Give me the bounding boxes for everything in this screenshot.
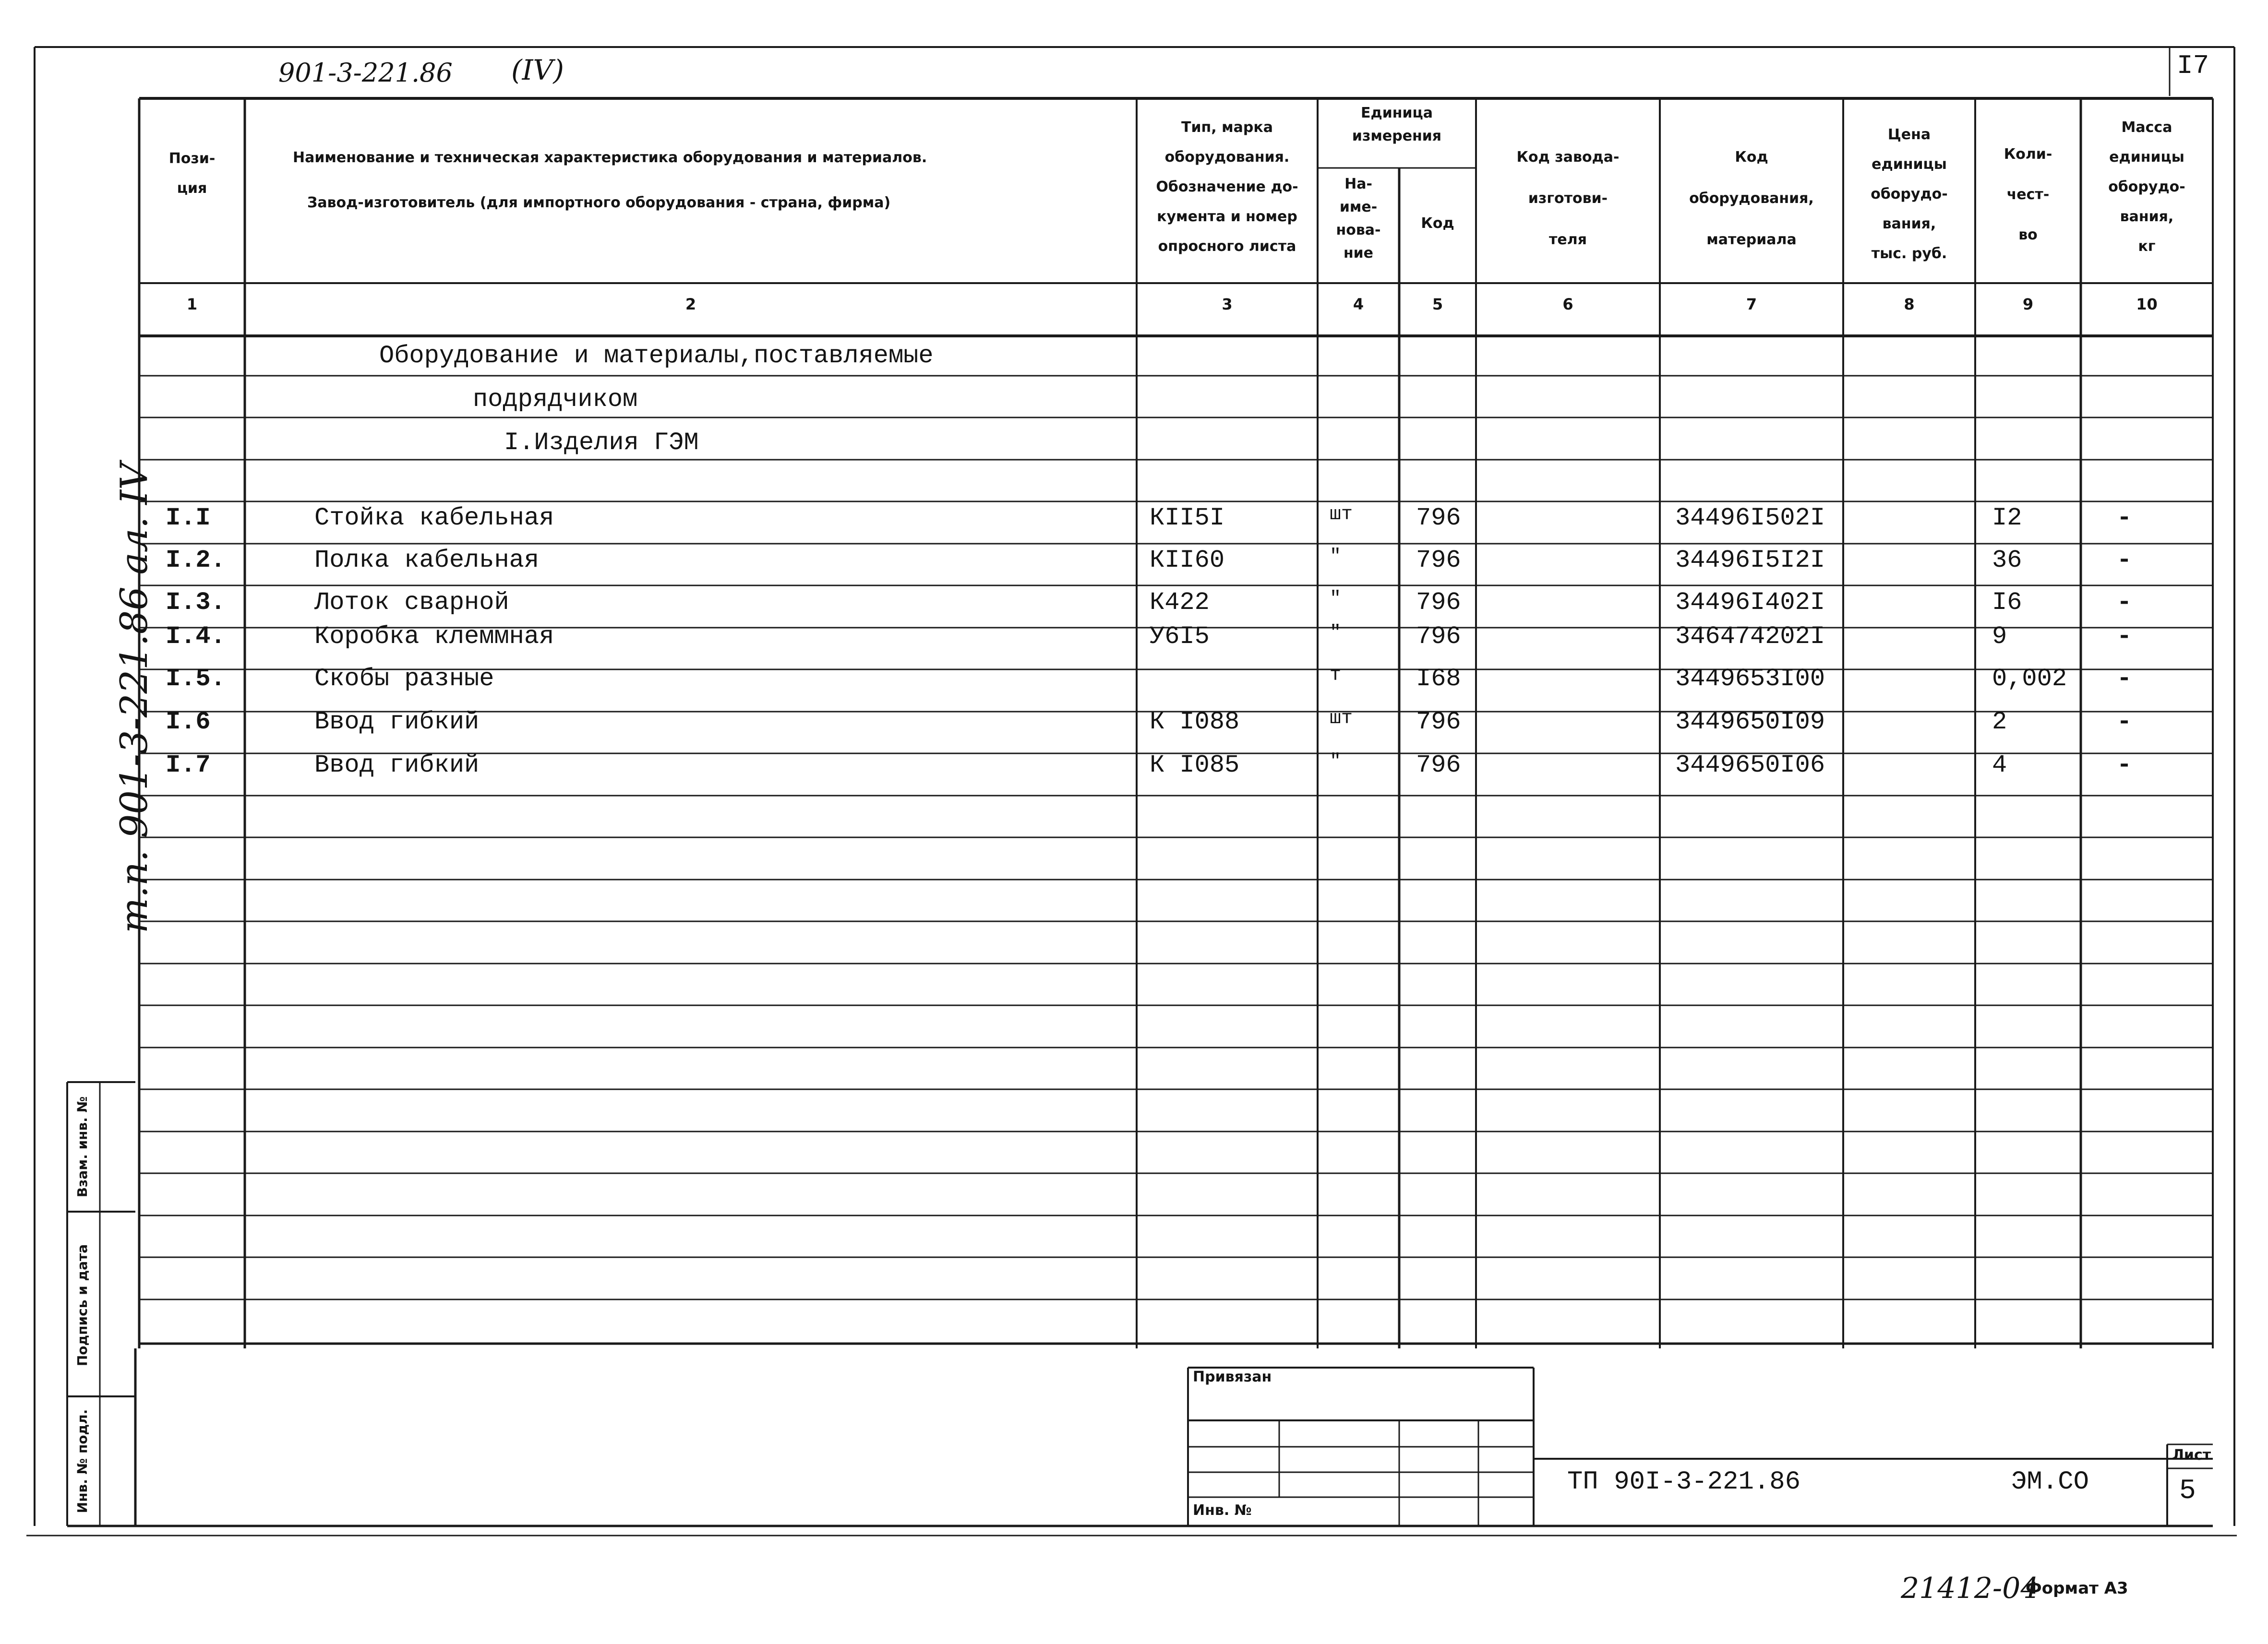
header-quantity: Коли- чест- во [2004,146,2052,243]
stamp-podpis-data: Подпись и дата [74,1244,90,1367]
header-position: Пози- ция [168,150,216,197]
row-equipment-code: 3449653I00 [1675,665,1825,693]
row-unit-code: 796 [1416,588,1461,617]
album-number: (IV) [511,54,564,86]
header-unit-group: Единица измерения [1352,105,1442,144]
row-name: Коробка клеммная [314,622,554,651]
row-quantity: I6 [1992,588,2022,617]
row-unit-code: 796 [1416,708,1461,736]
corner-sheet-number: I7 [2177,50,2209,81]
row-unit-code: 796 [1416,546,1461,574]
row-type: У6I5 [1150,622,1210,651]
row-unit-code: 796 [1416,751,1461,779]
row-position: I.3. [166,588,226,617]
column-number: 6 [1562,295,1573,313]
row-unit-code: 796 [1416,622,1461,651]
column-number: 3 [1222,295,1233,313]
header-price: Цена единицы оборудо- вания, тыс. руб. [1871,126,1948,262]
document-mark: ЭМ.СО [2011,1467,2089,1497]
row-position: I.4. [166,622,226,651]
header-factory-code: Код завода- изготови- теля [1516,149,1620,248]
header-equipment-code: Код оборудования, материала [1689,149,1814,248]
row-unit: " [1330,751,1342,773]
header-type: Тип, марка оборудования. Обозначение до- кумента и номер опросного листа [1156,119,1298,255]
row-unit: шт [1330,708,1353,729]
row-equipment-code: 34496I5I2I [1675,546,1825,574]
section-title-line2: подрядчиком [473,385,638,414]
stamp-vzam-inv: Взам. инв. № [74,1096,90,1198]
column-number: 10 [2136,295,2158,313]
row-position: I.5. [166,665,226,693]
row-mass: - [2117,751,2132,779]
row-type: КII60 [1150,546,1225,574]
section-title-line1: Оборудование и материалы,поставляемые [379,342,934,370]
row-type: К I085 [1150,751,1240,779]
row-equipment-code: 346474202I [1675,622,1825,651]
row-position: I.6 [166,708,211,736]
row-type: К422 [1150,588,1210,617]
row-mass: - [2117,504,2132,532]
column-number: 7 [1746,295,1757,313]
document-code-top: 901-3-221.86 [278,58,453,88]
column-number: 4 [1353,295,1364,313]
order-number: 21412-04 [1901,1572,2039,1605]
row-mass: - [2117,622,2132,651]
row-name: Стойка кабельная [314,504,554,532]
row-quantity: 36 [1992,546,2022,574]
row-equipment-code: 3449650I09 [1675,708,1825,736]
side-handwritten-code: т.п. 901-3-221.86 ал. IV [113,463,156,933]
row-unit-code: 796 [1416,504,1461,532]
row-quantity: I2 [1992,504,2022,532]
row-name: Ввод гибкий [314,751,480,779]
privyazan-label: Привязан [1193,1369,1272,1385]
row-mass: - [2117,708,2132,736]
subsection-title: I.Изделия ГЭМ [504,429,699,457]
stamp-inv-podl: Инв. № подл. [74,1409,90,1513]
row-equipment-code: 34496I402I [1675,588,1825,617]
row-unit: т [1330,665,1342,686]
sheet-number: 5 [2179,1476,2196,1507]
row-unit: шт [1330,504,1353,525]
header-unit-code: Код [1421,215,1454,232]
column-number: 2 [685,295,696,313]
row-name: Скобы разные [314,665,494,693]
row-position: I.I [166,504,211,532]
row-quantity: 9 [1992,622,2007,651]
row-mass: - [2117,588,2132,617]
row-name: Ввод гибкий [314,708,480,736]
header-name-line1: Наименование и техническая характеристика оборудования и материалов. [293,149,927,166]
row-unit: " [1330,622,1342,644]
row-name: Лоток сварной [314,588,509,617]
header-unit-name: На- име- нова- ние [1336,176,1381,262]
row-unit: " [1330,546,1342,568]
row-name: Полка кабельная [314,546,540,574]
column-number: 8 [1904,295,1915,313]
row-position: I.7 [166,751,211,779]
row-quantity: 2 [1992,708,2007,736]
header-name-line2: Завод-изготовитель (для импортного оборудования - страна, фирма) [307,194,891,211]
format-label: Формат А3 [2026,1579,2128,1598]
row-unit: " [1330,588,1342,610]
inv-no-label: Инв. № [1193,1502,1252,1519]
row-quantity: 0,002 [1992,665,2067,693]
row-equipment-code: 34496I502I [1675,504,1825,532]
row-unit-code: I68 [1416,665,1461,693]
column-number: 5 [1432,295,1443,313]
row-mass: - [2117,546,2132,574]
sheet-label: Лист [2172,1447,2211,1464]
row-equipment-code: 3449650I06 [1675,751,1825,779]
column-number: 9 [2022,295,2034,313]
document-code: ТП 90I-3-221.86 [1567,1467,1801,1497]
header-mass: Масса единицы оборудо- вания, кг [2108,119,2185,255]
row-type: КII5I [1150,504,1225,532]
row-type: К I088 [1150,708,1240,736]
row-position: I.2. [166,546,226,574]
column-number: 1 [186,295,198,313]
row-quantity: 4 [1992,751,2007,779]
row-mass: - [2117,665,2132,693]
